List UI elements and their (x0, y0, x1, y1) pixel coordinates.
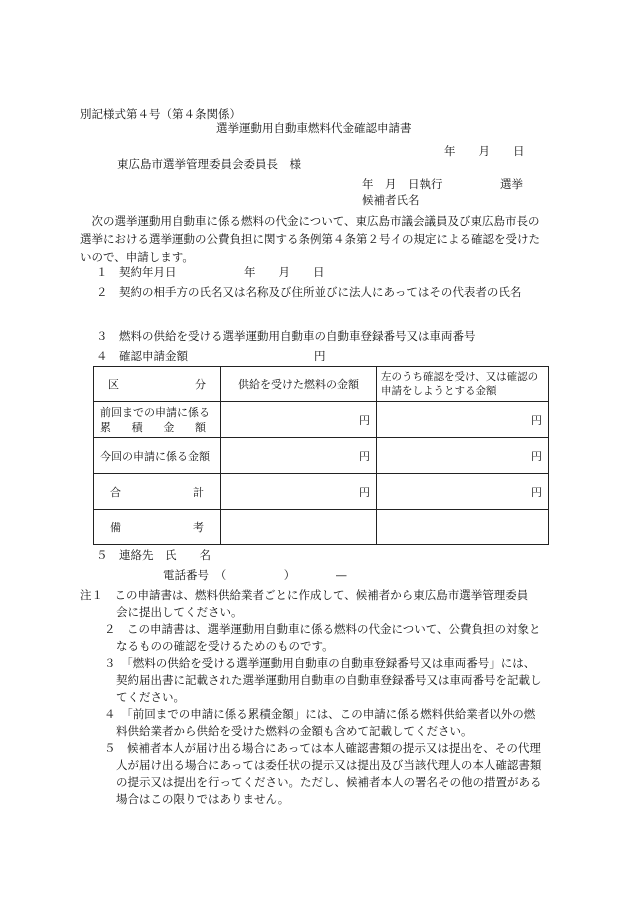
requested-amount-unit: 円 (314, 349, 326, 363)
note-1-cont: 会に提出してください。 (116, 605, 243, 619)
candidate-name-label: 候補者氏名 (362, 193, 420, 207)
row-previous-char: 累 (100, 420, 111, 434)
addressee: 東広島市選挙管理委員会委員長 様 (117, 157, 301, 171)
contact-phone: 電話番号 （ ） — (163, 568, 347, 582)
intro-paragraph: 次の選挙運動用自動車に係る燃料の代金について、東広島市議会議員及び東広島市長の選挙における選挙運動の公費負担に関する条例第４条第２号イの規定による確認を受けたいので、申請します。 (80, 214, 540, 264)
row-previous-label: 前回までの申請に係る (100, 405, 210, 419)
note-1: 注１ この申請書は、燃料供給業者ごとに作成して、候補者から東広島市選挙管理委員 (80, 588, 529, 602)
table-row (94, 510, 549, 545)
contract-date-field: 年 月 日 (244, 265, 325, 279)
header-confirm-amount: 左のうち確認を受け、又は確認の申請をしようとする金額 (377, 367, 549, 402)
item-contract-party: ２ 契約の相手方の氏名又は名称及び住所並びに法人にあってはその代表者の氏名 (96, 285, 522, 299)
row-total-char: 計 (193, 485, 204, 499)
item-vehicle-number: ３ 燃料の供給を受ける選挙運動用自動車の自動車登録番号又は車両番号 (96, 329, 476, 343)
row-remarks (94, 510, 221, 545)
note-5-cont: 人が届け出る場合にあっては委任状の提示又は提出及び当該代理人の本人確認書類 (116, 758, 542, 772)
yen-cell: 円 (221, 438, 377, 474)
row-previous-char: 額 (194, 420, 206, 434)
table-row (94, 438, 549, 474)
item-requested-amount: ４ 確認申請金額 (96, 349, 188, 363)
yen-cell: 円 (221, 474, 377, 510)
note-4: ４ 「前回までの申請に係る累積金額」には、この申請に係る燃料供給業者以外の燃 (104, 707, 536, 721)
row-previous-cumulative (94, 402, 221, 438)
row-previous-char: 積 (131, 420, 143, 434)
form-title: 選挙運動用自動車燃料代金確認申請書 (216, 121, 412, 135)
note-4-cont: 料供給業者から供給を受けた燃料の金額も含めて記載してください。 (116, 724, 473, 738)
row-current-amount: 今回の申請に係る金額 (94, 438, 221, 474)
row-remarks-char: 備 (110, 521, 121, 534)
note-5-cont: 場合はこの限りではありません。 (116, 792, 290, 806)
header-supplied-amount: 供給を受けた燃料の金額 (221, 367, 377, 402)
note-3-cont: 契約届出書に記載された選挙運動用自動車の自動車登録番号又は車両番号を記載し (116, 673, 542, 687)
table-row (94, 474, 549, 510)
remarks-cell (377, 510, 549, 545)
item-contract-date: １ 契約年月日 (96, 265, 177, 279)
note-2-cont: なるものの確認を受けるためのものです。 (116, 639, 334, 653)
note-5: ５ 候補者本人が届け出る場合にあっては本人確認書類の提示又は提出を、その代理 (104, 741, 541, 755)
date-field: 年 月 日 (444, 144, 525, 158)
yen-cell: 円 (377, 402, 549, 438)
note-3: ３ 「燃料の供給を受ける選挙運動用自動車の自動車登録番号又は車両番号」には、 (104, 656, 536, 670)
row-previous-char: 金 (163, 420, 175, 434)
table-header-row (94, 367, 549, 402)
yen-cell: 円 (377, 474, 549, 510)
row-total (94, 474, 221, 510)
row-remarks-char: 考 (193, 521, 204, 534)
header-category (94, 367, 221, 402)
yen-cell: 円 (221, 402, 377, 438)
contact-name-label: ５ 連絡先 氏 名 (96, 548, 211, 562)
election-field: 年 月 日執行 選挙 (362, 177, 523, 191)
header-category-char: 区 (108, 378, 119, 391)
form-number: 別記様式第４号（第４条関係） (80, 107, 241, 121)
yen-cell: 円 (377, 438, 549, 474)
table-row (94, 402, 549, 438)
note-2: ２ この申請書は、選挙運動用自動車に係る燃料の代金について、公費負担の対象と (104, 622, 541, 636)
remarks-cell (221, 510, 377, 545)
amount-table (93, 366, 549, 545)
note-5-cont: の提示又は提出を行ってください。ただし、候補者本人の署名その他の措置がある (116, 775, 542, 789)
header-category-char: 分 (195, 378, 206, 391)
note-3-cont: てください。 (116, 690, 185, 704)
row-total-char: 合 (110, 485, 121, 499)
